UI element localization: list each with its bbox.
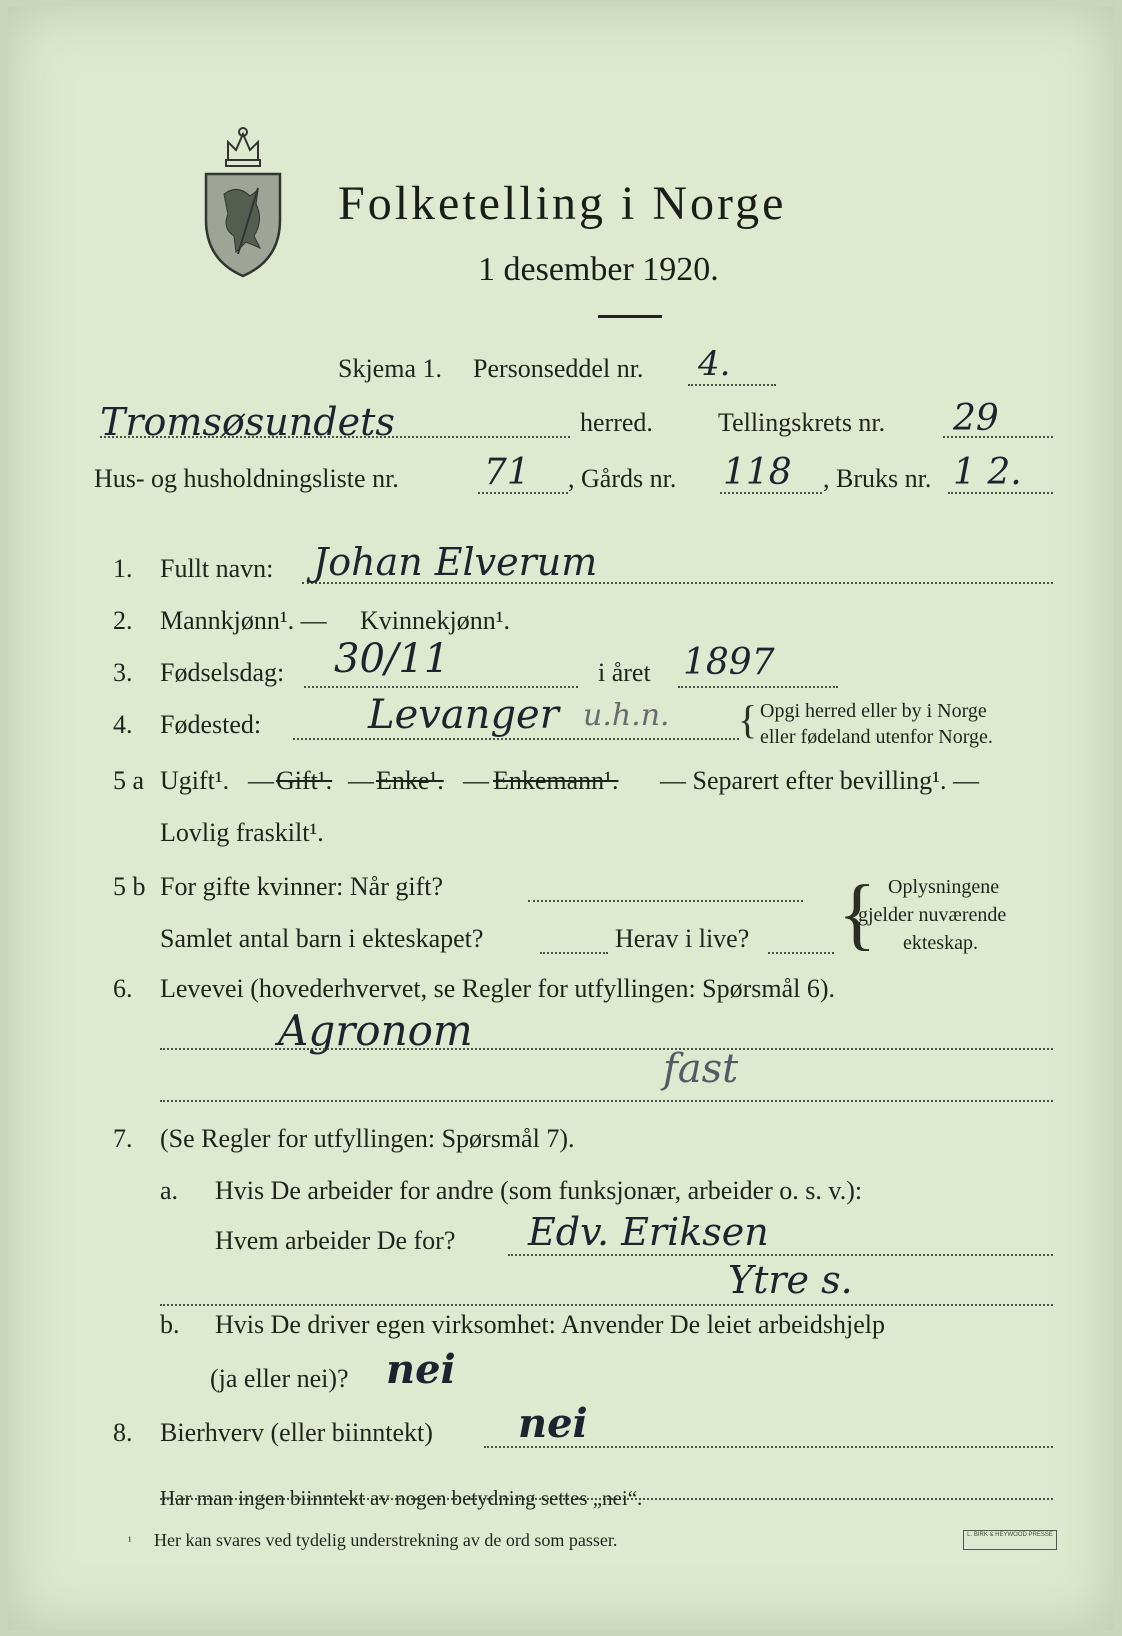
q5a-dash-3: —: [463, 766, 489, 795]
q5a-fraskilt: Lovlig fraskilt¹.: [160, 818, 324, 847]
footnote: Her kan svares ved tydelig understrekning av de ord som passer.: [154, 1530, 618, 1550]
q5b-line-2: [540, 952, 608, 954]
q7b-value: nei: [386, 1346, 456, 1393]
q5b-note-1: Oplysningene: [888, 876, 1000, 898]
q5b-line-3: [768, 952, 834, 954]
personseddel-label: Personseddel nr.: [473, 354, 644, 383]
q5a-separert: — Separert efter bevilling¹. —: [660, 766, 979, 795]
q7-number: 7.: [113, 1124, 133, 1153]
q7a-value: Edv. Eriksen: [528, 1210, 769, 1254]
q3-line: [304, 686, 578, 688]
census-form: [8, 6, 1114, 1630]
personseddel-line: [688, 384, 776, 386]
q3-number: 3.: [113, 658, 133, 687]
coat-of-arms-icon: [198, 124, 288, 284]
q7-label: (Se Regler for utfyllingen: Spørsmål 7).: [160, 1124, 575, 1153]
q6-value: Agronom: [278, 1006, 473, 1055]
herred-value: Tromsøsundets: [100, 400, 395, 444]
bruks-value: 1 2.: [953, 452, 1022, 493]
q5a-ugift: Ugift¹.: [160, 766, 230, 795]
q4-value-extra: u.h.n.: [583, 698, 670, 733]
hus-value: 71: [484, 452, 530, 493]
q5a-enke: Enke¹.: [376, 766, 444, 795]
q4-note-1: Opgi herred eller by i Norge: [760, 700, 987, 722]
q7a-number: a.: [160, 1176, 179, 1205]
q8-value: nei: [518, 1400, 588, 1447]
q5b-note-3: ekteskap.: [903, 932, 978, 954]
hus-label: Hus- og husholdningsliste nr.: [94, 464, 399, 493]
q6-line-1: [160, 1048, 1053, 1050]
personseddel-value: 4.: [698, 344, 731, 384]
q7a-label-1: Hvis De arbeider for andre (som funksjonær, arbeider o. s. v.):: [215, 1176, 863, 1205]
q6-number: 6.: [113, 974, 133, 1003]
q3-value: 30/11: [334, 636, 450, 682]
tellingskrets-value: 29: [953, 398, 999, 439]
tellingskrets-label: Tellingskrets nr.: [718, 408, 886, 437]
q2-label-female: Kvinnekjønn¹.: [360, 606, 511, 635]
herred-line: [100, 436, 570, 438]
q5a-dash-1: —: [248, 766, 274, 795]
form-title: Folketelling i Norge: [338, 177, 787, 230]
printer-stamp: L. BIRK & HEYWOOD PRESSE: [963, 1530, 1057, 1550]
q1-label: Fullt navn:: [160, 554, 274, 583]
q6-value-2: fast: [663, 1046, 739, 1092]
q5a-enkemann: Enkemann¹.: [493, 766, 619, 795]
q1-value: Johan Elverum: [313, 540, 598, 584]
q7a-line-1: [508, 1254, 1053, 1256]
q3-year-value: 1897: [683, 642, 775, 683]
q3-year-label: i året: [598, 658, 651, 687]
q1-number: 1.: [113, 554, 133, 583]
title-divider: [598, 315, 662, 318]
q5a-number: 5 a: [113, 766, 145, 795]
q3-year-line: [678, 686, 838, 688]
q7a-value-2: Ytre s.: [728, 1258, 853, 1302]
q5b-label-1: For gifte kvinner: Når gift?: [160, 872, 444, 901]
q5a-gift: Gift¹.: [276, 766, 333, 795]
bruks-label: , Bruks nr.: [823, 464, 932, 493]
q5b-label-2: Samlet antal barn i ekteskapet?: [160, 924, 484, 953]
q5b-line-1: [528, 900, 803, 902]
q7b-label-1: Hvis De driver egen virksomhet: Anvender De leiet arbeidshjelp: [215, 1310, 886, 1339]
gards-value: 118: [723, 452, 792, 493]
q7b-number: b.: [160, 1310, 180, 1339]
q2-number: 2.: [113, 606, 133, 635]
q5b-number: 5 b: [113, 872, 146, 901]
footer-note: Har man ingen biinntekt av nogen betydning settes „nei“.: [160, 1486, 643, 1510]
q6-label: Levevei (hovederhvervet, se Regler for utfyllingen: Spørsmål 6).: [160, 974, 836, 1003]
q3-label: Fødselsdag:: [160, 658, 285, 687]
q4-note-2: eller fødeland utenfor Norge.: [760, 726, 993, 748]
q4-value: Levanger: [368, 692, 559, 738]
footnote-mark: ¹: [128, 1534, 132, 1548]
q4-label: Fødested:: [160, 710, 262, 739]
q7b-label-2: (ja eller nei)?: [210, 1364, 349, 1393]
q8-label: Bierhverv (eller biinntekt): [160, 1418, 433, 1447]
q5b-label-3: Herav i live?: [615, 924, 750, 953]
q4-number: 4.: [113, 710, 133, 739]
q5a-dash-2: —: [348, 766, 374, 795]
q2-label-male: Mannkjønn¹. —: [160, 606, 327, 635]
q7a-label-2: Hvem arbeider De for?: [215, 1226, 456, 1255]
schema-label: Skjema 1.: [338, 354, 442, 383]
gards-label: , Gårds nr.: [568, 464, 677, 493]
q8-number: 8.: [113, 1418, 133, 1447]
herred-label: herred.: [580, 408, 653, 437]
form-date: 1 desember 1920.: [478, 251, 719, 288]
q4-line: [293, 738, 739, 740]
q5b-brace: {: [838, 870, 877, 958]
q6-line-2: [160, 1100, 1053, 1102]
q5b-note-2: gjelder nuværende: [858, 904, 1007, 926]
q7a-line-2: [160, 1304, 1053, 1306]
q4-brace: {: [738, 697, 758, 742]
